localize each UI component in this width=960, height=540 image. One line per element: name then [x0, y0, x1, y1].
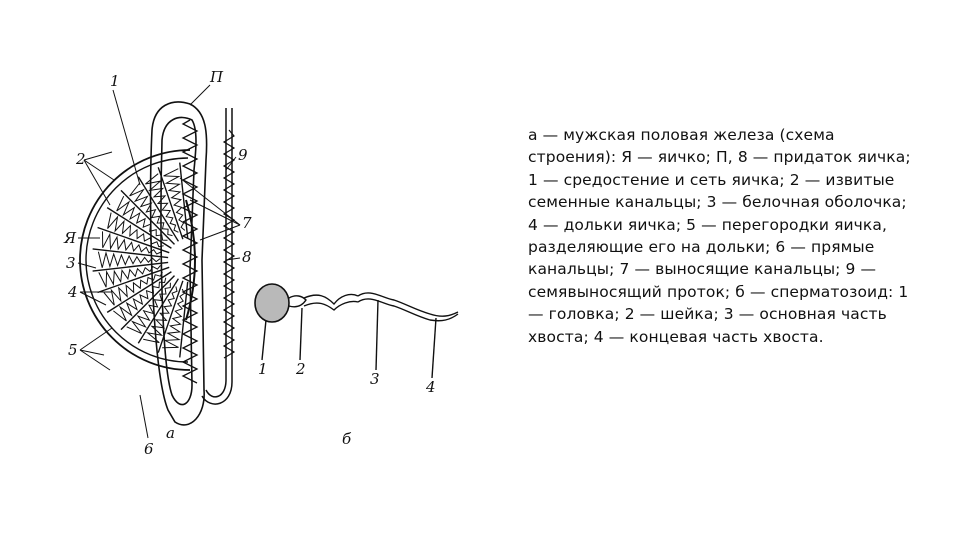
sperm-label-3: 3 — [370, 370, 380, 388]
label-P: П — [210, 68, 224, 86]
sperm-tail-2 — [358, 299, 458, 321]
sperm-midpiece — [304, 294, 358, 304]
label-2: 2 — [76, 150, 86, 168]
sperm-tail — [358, 293, 458, 316]
spermatozoon — [255, 284, 458, 378]
seminiferous-tubule — [162, 289, 184, 348]
label-7: 7 — [242, 214, 252, 232]
sperm-midpiece-2 — [304, 301, 358, 310]
panel-label-b: б — [342, 430, 352, 448]
reproductive-diagram — [40, 60, 480, 480]
panel-label-a: а — [166, 424, 175, 442]
label-8: 8 — [242, 248, 252, 266]
label-1: 1 — [110, 72, 120, 90]
sperm-head — [255, 284, 289, 322]
septum — [121, 190, 175, 244]
label-9: 9 — [238, 146, 248, 164]
sperm-neck — [289, 296, 306, 307]
label-3: 3 — [66, 254, 76, 272]
sperm-label-4: 4 — [426, 378, 436, 396]
label-6: 6 — [144, 440, 154, 458]
leader-lines — [78, 85, 240, 438]
septum — [93, 249, 169, 258]
vas-deferens-line — [206, 108, 226, 397]
sperm-label-2: 2 — [296, 360, 306, 378]
septum — [121, 276, 175, 330]
label-5: 5 — [68, 341, 78, 359]
diagram-svg — [40, 60, 480, 480]
label-Ya: Я — [64, 229, 77, 247]
sperm-label-1: 1 — [258, 360, 268, 378]
caption-text: а — мужская половая железа (схема строения): Я — яичко; П, 8 — придаток яичка; 1 — средостение и сеть яичка; 2 — извитые семенные канальцы; 3 — белочная оболочка; 4 — дольки яичка; 5 — перегородки яичка, разделяющие его на дольки; 6 — прямые канальцы; 7 — выносящие канальцы; 9 — семявыносящий проток; б — сперматозоид: 1 — головка; 2 — шейка; 3 — основная часть хвоста; 4 — концевая часть хвоста. — [528, 126, 911, 346]
label-4: 4 — [68, 283, 78, 301]
